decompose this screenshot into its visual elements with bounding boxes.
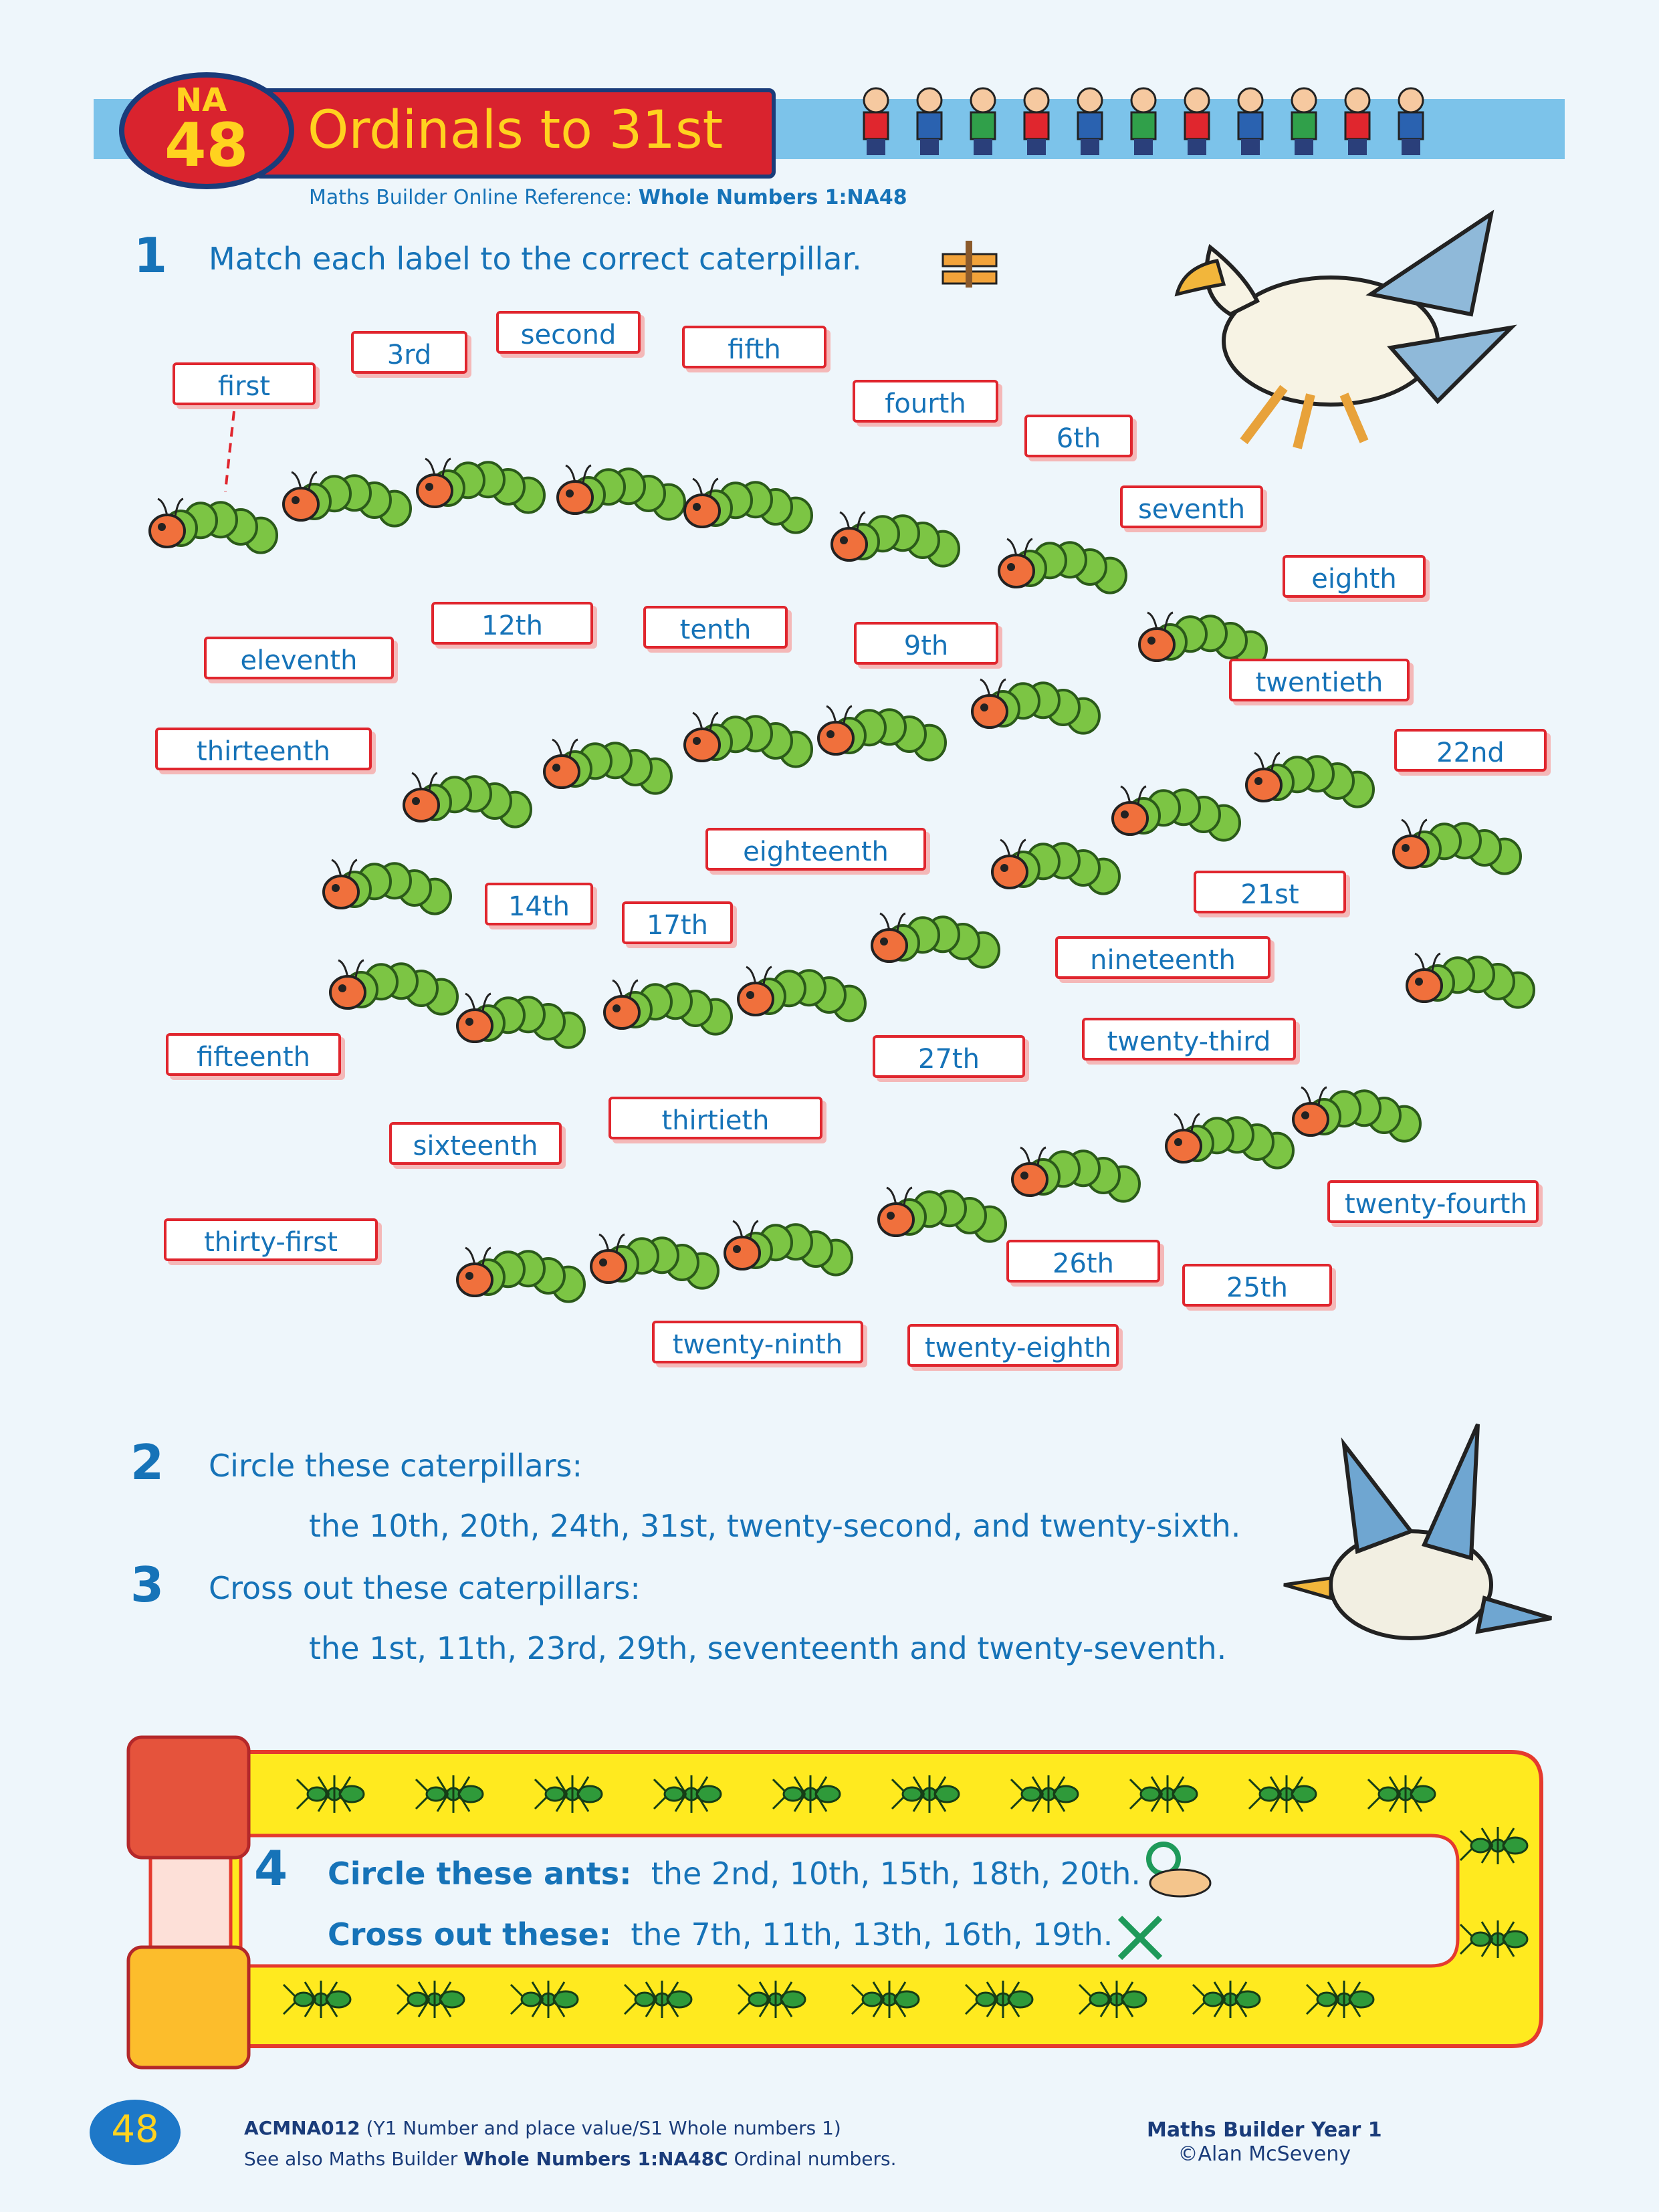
ordinal-label[interactable]: eighth <box>1283 555 1426 598</box>
caterpillar[interactable] <box>1407 954 1534 1008</box>
curriculum-desc: (Y1 Number and place value/S1 Whole numbers 1) <box>360 2117 841 2139</box>
book-title: Maths Builder Year 1 <box>1147 2118 1382 2142</box>
badge-code: NA <box>175 82 227 119</box>
ordinal-label[interactable]: first <box>173 362 316 405</box>
ordinal-label[interactable]: sixteenth <box>389 1122 562 1165</box>
child-figure <box>1238 88 1262 155</box>
ordinal-label[interactable]: twenty-third <box>1082 1018 1296 1061</box>
page-number: 48 <box>111 2108 159 2151</box>
bird-illustration <box>1284 1424 1551 1638</box>
child-figure <box>1185 88 1209 155</box>
ordinal-label[interactable]: second <box>496 311 641 354</box>
footer-curriculum <box>244 2113 897 2175</box>
child-figure <box>864 88 888 155</box>
child-figure <box>1399 88 1423 155</box>
caterpillar[interactable] <box>1113 786 1240 841</box>
caterpillar[interactable] <box>879 1188 1006 1242</box>
caterpillar[interactable] <box>832 512 959 566</box>
ordinal-label[interactable]: tenth <box>643 606 788 649</box>
ordinal-label[interactable]: 14th <box>485 883 593 925</box>
ordinal-label[interactable]: 3rd <box>351 331 467 374</box>
badge-number: 48 <box>164 110 249 181</box>
circle-text: the 2nd, 10th, 15th, 18th, 20th. <box>651 1856 1141 1892</box>
ordinal-label[interactable]: thirtieth <box>609 1097 822 1139</box>
curriculum-code: ACMNA012 <box>244 2117 360 2139</box>
page-title: Ordinals to 31st <box>308 100 724 160</box>
ordinal-label[interactable]: 6th <box>1024 415 1133 457</box>
see-also-ref: Whole Numbers 1:NA48C <box>463 2148 728 2170</box>
question-3-text: Cross out these caterpillars: <box>209 1570 641 1606</box>
caterpillar[interactable] <box>324 860 451 914</box>
ordinal-label[interactable]: 17th <box>622 901 733 944</box>
see-also-suffix: Ordinal numbers. <box>728 2148 897 2170</box>
question-3-detail: the 1st, 11th, 23rd, 29th, seventeenth and twenty-seventh. <box>309 1630 1227 1666</box>
ordinal-label[interactable]: eighteenth <box>705 828 926 871</box>
child-figure <box>1292 88 1316 155</box>
caterpillar[interactable] <box>1394 820 1521 874</box>
question-1-text: Match each label to the correct caterpillar. <box>209 241 862 277</box>
question-1-number: 1 <box>134 227 168 284</box>
caterpillar[interactable] <box>1012 1147 1139 1202</box>
signpost-icon <box>943 241 996 288</box>
caterpillar[interactable] <box>457 1248 584 1302</box>
child-figure <box>1131 88 1155 155</box>
caterpillar[interactable] <box>818 706 946 760</box>
caterpillar[interactable] <box>1166 1114 1293 1168</box>
ordinal-label[interactable]: 25th <box>1182 1264 1332 1307</box>
question-2-number: 2 <box>130 1434 164 1490</box>
caterpillar[interactable] <box>330 960 457 1014</box>
ordinal-label[interactable]: fifth <box>682 326 826 368</box>
question-4-circle-line <box>328 1856 1141 1892</box>
first-connector-line <box>225 411 234 491</box>
caterpillar[interactable] <box>604 980 732 1034</box>
caterpillar[interactable] <box>872 913 999 968</box>
caterpillar[interactable] <box>1246 753 1373 807</box>
copyright: ©Alan McSeveny <box>1178 2142 1351 2166</box>
ants-panel <box>128 1737 1541 2068</box>
question-2-detail: the 10th, 20th, 24th, 31st, twenty-second, and twenty-sixth. <box>309 1508 1241 1544</box>
cross-label: Cross out these: <box>328 1916 612 1953</box>
caterpillar[interactable] <box>725 1221 852 1275</box>
circle-label: Circle these ants: <box>328 1856 632 1892</box>
caterpillar[interactable] <box>150 499 277 553</box>
children-row-illustration <box>864 88 1423 155</box>
ordinal-label[interactable]: twenty-eighth <box>907 1324 1119 1367</box>
ordinal-label[interactable]: 26th <box>1006 1240 1160 1283</box>
ordinal-label[interactable]: eleventh <box>204 637 394 679</box>
reference-prefix: Maths Builder Online Reference: <box>309 186 639 209</box>
caterpillar[interactable] <box>544 740 671 794</box>
see-also-prefix: See also Maths Builder <box>244 2148 464 2170</box>
child-figure <box>971 88 995 155</box>
child-figure <box>1024 88 1048 155</box>
caterpillar[interactable] <box>457 994 584 1048</box>
cross-text: the 7th, 11th, 13th, 16th, 19th. <box>631 1916 1113 1953</box>
caterpillar[interactable] <box>1293 1087 1420 1141</box>
caterpillar[interactable] <box>738 967 865 1021</box>
caterpillar[interactable] <box>992 840 1119 894</box>
caterpillar[interactable] <box>685 713 812 767</box>
ordinal-label[interactable]: 12th <box>431 602 593 645</box>
caterpillar[interactable] <box>284 472 411 526</box>
caterpillar[interactable] <box>685 479 812 533</box>
seagull-illustration <box>1177 214 1511 448</box>
ordinal-label[interactable]: 22nd <box>1394 729 1547 772</box>
caterpillar[interactable] <box>404 773 531 827</box>
caterpillar[interactable] <box>591 1234 718 1289</box>
ordinal-label[interactable]: twenty-ninth <box>652 1321 863 1363</box>
caterpillar[interactable] <box>558 465 685 520</box>
ordinal-label[interactable]: 21st <box>1194 871 1346 913</box>
ordinal-label[interactable]: seventh <box>1120 485 1263 528</box>
ordinal-label[interactable]: twenty-fourth <box>1327 1180 1539 1223</box>
question-2-text: Circle these caterpillars: <box>209 1448 583 1484</box>
caterpillar[interactable] <box>999 539 1126 593</box>
question-3-number: 3 <box>130 1557 164 1613</box>
child-figure <box>917 88 942 155</box>
ordinal-label[interactable]: fourth <box>853 380 998 423</box>
ordinal-label[interactable]: fifteenth <box>166 1033 341 1076</box>
child-figure <box>1078 88 1102 155</box>
ordinal-label[interactable]: twentieth <box>1229 659 1410 701</box>
caterpillar[interactable] <box>417 459 544 513</box>
reference-code: Whole Numbers 1:NA48 <box>638 186 907 209</box>
footer-book <box>1147 2118 1382 2167</box>
ordinal-label[interactable]: nineteenth <box>1055 936 1270 979</box>
ordinal-label[interactable]: 9th <box>854 622 998 665</box>
question-4-number: 4 <box>254 1840 288 1896</box>
ordinal-label[interactable]: thirteenth <box>155 728 372 770</box>
child-figure <box>1345 88 1369 155</box>
question-4-cross-line <box>328 1916 1113 1953</box>
caterpillar[interactable] <box>972 679 1099 734</box>
ordinal-label[interactable]: 27th <box>873 1035 1025 1078</box>
ordinal-label[interactable]: thirty-first <box>164 1218 378 1261</box>
